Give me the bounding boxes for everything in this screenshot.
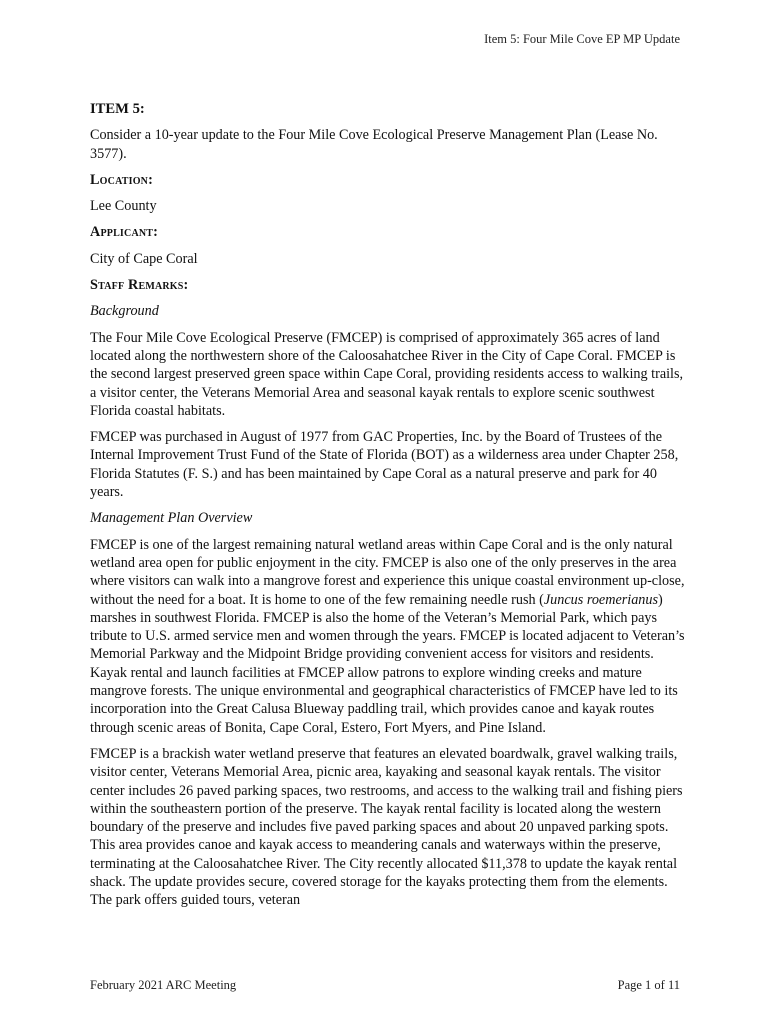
applicant-label: Applicant: — [90, 224, 159, 241]
document-body — [90, 100, 686, 918]
item-description: Consider a 10-year update to the Four Mile Cove Ecological Preserve Management Plan (Lease No. 3577). — [90, 127, 658, 162]
overview-text-part-2: ) marshes in southwest Florida. FMCEP is also the home of the Veteran’s Memorial Park, which pays tribute to U.S. armed service men and women through the years. FMCEP is located adjacent to Veteran’s Memorial Parkway and the Midpoint Bridge providing convenient access for visitors and residents. Kayak rental and launch facilities at FMCEP allow patrons to explore winding creeks and mature mangrove forests. The unique environmental and geographical characteristics of FMCEP have led to its incorporation into the Great Calusa Blueway paddling trail, which provides canoe and kayak routes through scenic areas of Bonita, Cape Coral, Estero, Fort Myers, and Pine Island. — [90, 591, 685, 736]
background-paragraph-2: FMCEP was purchased in August of 1977 from GAC Properties, Inc. by the Board of Trustees of the Internal Improvement Trust Fund of the State of Florida (BOT) as a wilderness area under Chapter 258, Florida Statutes (F. S.) and has been maintained by Cape Coral as a natural preserve and park for 40 years. — [90, 429, 679, 501]
footer-page-number: Page 1 of 11 — [617, 978, 680, 992]
background-heading: Background — [90, 303, 159, 320]
background-paragraph-1: The Four Mile Cove Ecological Preserve (FMCEP) is comprised of approximately 365 acres of land located along the northwestern shore of the Caloosahatchee River in the City of Cape Coral. FMCEP is the second largest preserved green space within Cape Coral, providing residents access to walking trails, a visitor center, the Veterans Memorial Area and seasonal kayak rentals to explore scenic southwest Florida coastal habitats. — [90, 329, 684, 419]
location-label: Location: — [90, 171, 154, 188]
page-header: Item 5: Four Mile Cove EP MP Update — [484, 32, 680, 46]
overview-text-part-1: FMCEP is one of the largest remaining natural wetland areas within Cape Coral and is the only natural wetland area open for public enjoyment in the city. FMCEP is also one of the only preserves in the area where visitors can walk into a mangrove forest and experience this unique coastal environment up-close, without the need for a boat. It is home to one of the few remaining needle rush ( — [90, 536, 685, 608]
item-heading: ITEM 5: — [90, 101, 145, 117]
overview-paragraph-1 — [90, 536, 686, 737]
footer-meeting: February 2021 ARC Meeting — [90, 978, 237, 992]
applicant-value: City of Cape Coral — [90, 250, 198, 267]
species-name: Juncus roemerianus — [543, 591, 659, 608]
overview-paragraph-2: FMCEP is a brackish water wetland preserve that features an elevated boardwalk, gravel walking trails, visitor center, Veterans Memorial Area, picnic area, kayaking and seasonal kayak rentals. The visitor center includes 26 paved parking spaces, two restrooms, and access to the walking trail and fishing piers within the southeastern portion of the preserve. The kayak rental facility is located along the western boundary of the preserve and includes five paved parking spaces and about 20 unpaved parking spots. This area provides canoe and kayak access to meandering canals and waterways within the preserve, terminating at the Caloosahatchee River. The City recently allocated $11,378 to update the kayak rental shack. The update provides secure, covered storage for the kayaks protecting them from the elements. The park offers guided tours, veteran — [90, 745, 683, 909]
staff-remarks-label: Staff Remarks: — [90, 277, 189, 294]
overview-heading: Management Plan Overview — [90, 510, 253, 527]
location-value: Lee County — [90, 198, 157, 215]
